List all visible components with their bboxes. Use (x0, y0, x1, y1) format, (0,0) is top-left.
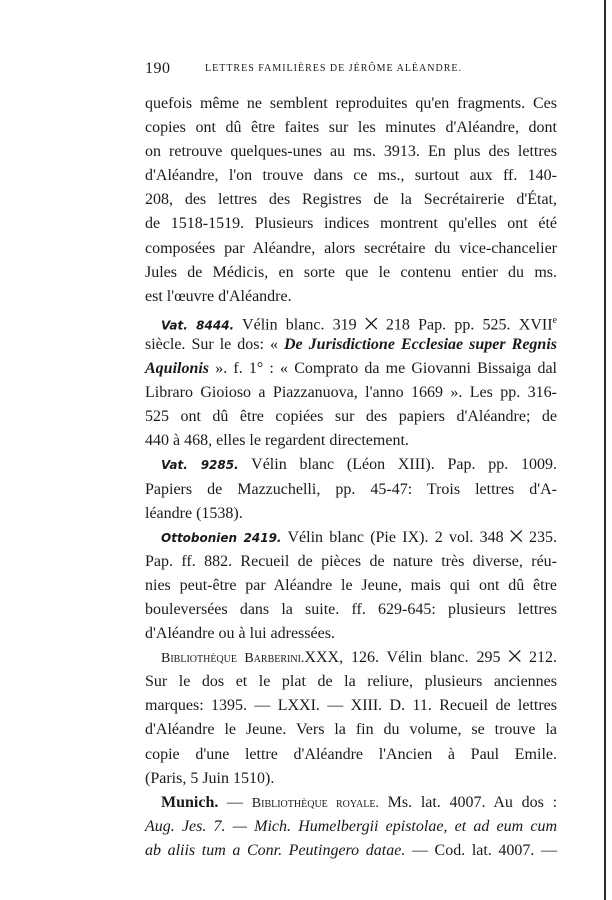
text-line: quefois même ne semblent reproduites qu'en fragments. Ces (145, 95, 557, 112)
text-segment: Vélin blanc. 319 ⨉ 218 Pap. pp. 525. XVII (242, 316, 553, 334)
text-line (145, 791, 557, 815)
city-label: Munich. (161, 793, 219, 811)
text-line (145, 526, 557, 550)
text-segment: Ms. lat. 4007. Au dos : (378, 793, 558, 811)
title-italic: De Jurisdictione Ecclesiae super Regnis (284, 335, 557, 353)
running-head: LETTRES FAMILIÈRES DE JÉRÔME ALÉANDRE. (205, 63, 462, 74)
title-italic: ab aliis tum a Conr. Peutingero datae. (145, 841, 406, 859)
text-line: d'Aléandre ou à lui adressées. (145, 625, 335, 643)
page-number: 190 (145, 60, 171, 77)
text-line: bouleversées dans la suite. ff. 629-645: plusieurs lettres (145, 600, 557, 618)
text-line: Libraro Gioioso a Piazzanuova, l'anno 1669 ». Les pp. 316- (145, 384, 557, 402)
text-line: 525 ont dû être copiées sur des papiers d'Aléandre; de (145, 408, 557, 426)
superscript: e (552, 314, 557, 326)
title-italic: Aquilonis (145, 360, 210, 378)
text-segment: Vélin blanc (Pie IX). 2 vol. 348 ⨉ 235. (287, 528, 557, 546)
text-line: Pap. ff. 882. Recueil de pièces de nature très diverse, réu- (145, 552, 557, 570)
text-line (145, 333, 557, 357)
paragraph-1 (145, 92, 557, 309)
library-label: Bibliothèque Barberini. (161, 651, 305, 667)
paragraph-vat-9285 (145, 453, 557, 525)
text-line: copies ont dû être faites sur les minutes d'Aléandre, dont (145, 119, 557, 137)
text-segment: siècle. Sur le dos: « (145, 335, 284, 353)
text-line (145, 839, 557, 863)
page-edge-shadow (604, 0, 606, 900)
text-line: 440 à 468, elles le regardent directement. (145, 432, 409, 450)
text-segment: — (218, 793, 252, 811)
text-line: composées par Aléandre, alors secrétaire du vice-chancelier (145, 239, 557, 257)
page-header (145, 60, 557, 82)
text-line: Papiers de Mazzuchelli, pp. 45-47: Trois lettres d'A- (145, 480, 557, 498)
body-text (145, 92, 557, 863)
text-line: on retrouve quelques-unes au ms. 3913. En plus des lettres (145, 143, 557, 161)
text-line (145, 453, 557, 477)
text-line: marques: 1395. — LXXI. — XIII. D. 11. Recueil de lettres (145, 697, 557, 715)
library-label: Bibliothèque royale. (251, 795, 379, 811)
text-line: est l'œuvre d'Aléandre. (145, 287, 292, 305)
text-line (145, 309, 557, 333)
text-line: nies peut-être par Aléandre le Jeune, mais qui ont dû être (145, 576, 557, 594)
text-line: d'Aléandre le Jeune. Vers la fin du volume, se trouve la (145, 721, 557, 739)
text-line: d'Aléandre, l'on trouve dans ce ms., surtout aux ff. 140- (145, 167, 557, 185)
title-italic: Aug. Jes. 7. — Mich. Humelbergii epistolae, et ad eum cum (145, 817, 557, 835)
text-line: Sur le dos et le plat de la reliure, plusieurs anciennes (145, 673, 557, 691)
paragraph-vat-8444 (145, 309, 557, 454)
text-segment: Vélin blanc (Léon XIII). Pap. pp. 1009. (251, 456, 557, 474)
text-line (145, 815, 557, 839)
text-segment: — Cod. lat. 4007. — (405, 841, 558, 859)
text-segment: XXX, 126. Vélin blanc. 295 ⨉ 212. (304, 649, 557, 667)
paragraph-barberini (145, 646, 557, 791)
text-line: copie d'une lettre d'Aléandre l'Ancien à Paul Emile. (145, 745, 557, 763)
paragraph-munich (145, 791, 557, 863)
text-line (145, 646, 557, 670)
text-line: Jules de Médicis, en sorte que le contenu entier du ms. (145, 263, 557, 281)
manuscript-label: Vat. 8444. (161, 318, 235, 333)
text-line (145, 357, 557, 381)
paragraph-ottobonien-2419 (145, 526, 557, 646)
text-segment: ». f. 1° : « Comprato da me Giovanni Bissaiga dal (209, 360, 557, 378)
text-line: 208, des lettres des Registres de la Secrétairerie d'État, (145, 191, 557, 209)
manuscript-label: Vat. 9285. (161, 458, 239, 473)
text-line: léandre (1538). (145, 504, 243, 522)
text-line: (Paris, 5 Juin 1510). (145, 769, 275, 787)
manuscript-label: Ottobonien 2419. (161, 530, 282, 545)
text-line: de 1518-1519. Plusieurs indices montrent qu'elles ont été (145, 215, 557, 233)
